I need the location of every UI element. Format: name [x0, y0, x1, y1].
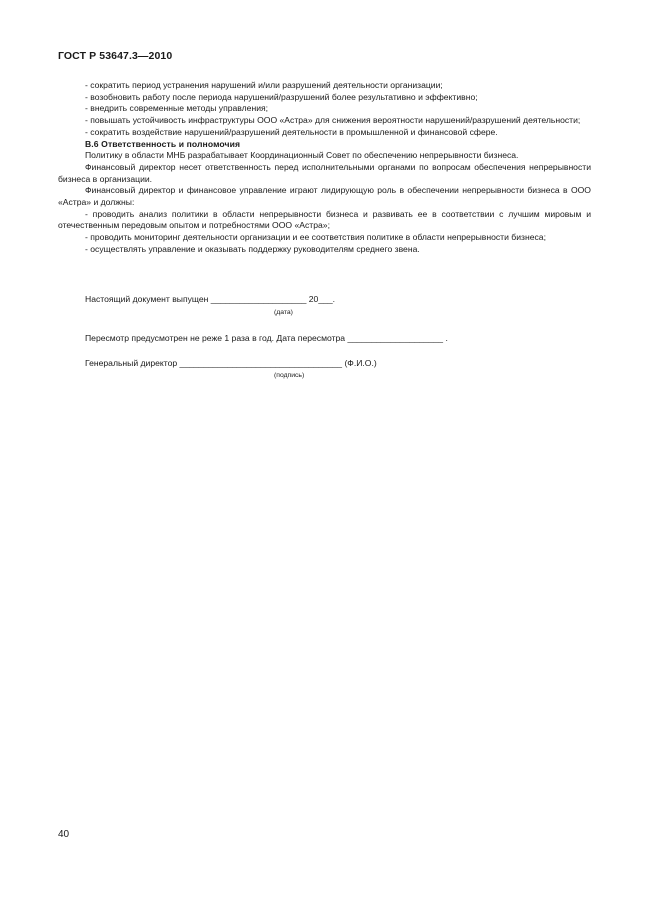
document-header: ГОСТ Р 53647.3—2010 — [58, 50, 173, 62]
page-number: 40 — [58, 829, 70, 840]
list-item: - внедрить современные методы управления; — [85, 103, 269, 114]
paragraph: Финансовый директор несет ответственность перед исполнительными органами по вопросам обеспечения непрерывности бизнеса в организации. — [58, 161, 591, 184]
signature-caption: (подпись) — [274, 372, 305, 379]
paragraph: Политику в области МНБ разрабатывает Координационный Совет по обеспечению непрерывности бизнеса. — [85, 150, 519, 161]
director-line: Генеральный директор __________________________________ (Ф.И.О.) — [85, 358, 377, 368]
list-item: - проводить анализ политики в области непрерывности бизнеса и развивать ее в соответствии с лучшим мировым и отечественным передовым опытом и потребностями ООО «Астра»; — [58, 208, 591, 231]
list-item: - сократить период устранения нарушений и/или разрушений деятельности организации; — [85, 80, 443, 90]
document-body — [58, 80, 591, 256]
paragraph: Финансовый директор и финансовое управление играют лидирующую роль в обеспечении непрерывности бизнеса в ООО «Астра» и должны: — [58, 185, 591, 208]
date-caption: (дата) — [274, 309, 293, 316]
section-heading: В.6 Ответственность и полномочия — [85, 138, 241, 149]
issued-line: Настоящий документ выпущен ____________________ 20___. — [85, 294, 336, 304]
review-line: Пересмотр предусмотрен не реже 1 раза в год. Дата пересмотра ____________________ . — [85, 333, 448, 343]
list-item: - проводить мониторинг деятельности организации и ее соответствия политике в области непрерывности бизнеса; — [85, 232, 546, 243]
list-item: - сократить воздействие нарушений/разрушений деятельности в промышленной и финансовой сфере. — [85, 126, 498, 137]
list-item: - повышать устойчивость инфраструктуры ООО «Астра» для снижения вероятности нарушений/разрушений деятельности; — [85, 115, 581, 126]
list-item: - осуществлять управление и оказывать поддержку руководителям среднего звена. — [85, 243, 420, 254]
list-item: - возобновить работу после периода нарушений/разрушений более результативно и эффективно; — [85, 91, 478, 102]
